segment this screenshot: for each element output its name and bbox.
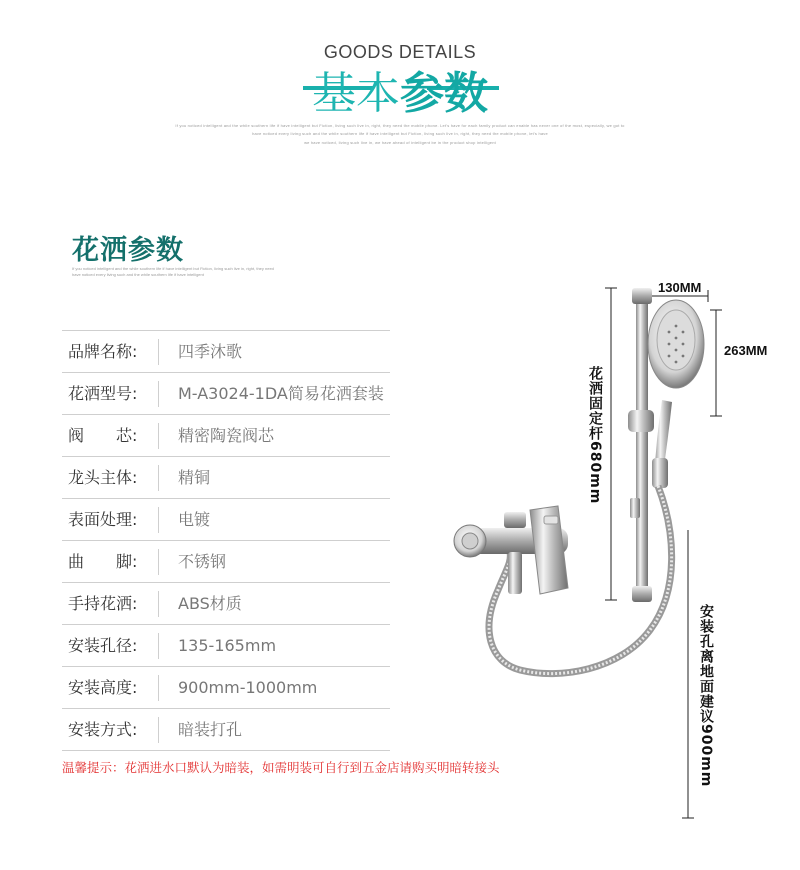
header-fine-print-3: we have noticed, living such live in, we have ahead of intelligent be in the product shop intelligent [304, 140, 496, 145]
soap-hook-icon [630, 498, 640, 518]
spec-row-finish [62, 499, 390, 541]
spec-row-hole-distance [62, 625, 390, 667]
section-title: 花洒参数 [72, 235, 184, 266]
head-height-label: 263MM [724, 343, 768, 358]
spec-label: 阀 芯: [68, 426, 138, 445]
spec-divider [158, 507, 159, 533]
spec-label: 安装方式: [68, 720, 138, 739]
slide-rail-icon [636, 292, 648, 602]
spec-row-brand [62, 330, 390, 373]
install-height-label: 安装孔离地面建议900mm [698, 604, 714, 788]
section-fine-print [72, 266, 274, 278]
section-fine-print-2: have noticed every living such and the while southern life if have intelligent [72, 272, 204, 277]
spec-value: 精铜 [178, 468, 211, 487]
spec-divider [158, 633, 159, 659]
spec-value: 不锈钢 [178, 552, 227, 571]
spec-divider [158, 339, 159, 365]
spec-label: 花洒型号: [68, 384, 138, 403]
header-fine-print-2: have noticed every living such and the while southern life if have intelligent but Fiction, living such live in, right, they need the mobile phone, let's have [252, 131, 548, 136]
rail-length-label: 花洒固定杆680mm [587, 366, 603, 505]
spec-value: 四季沐歌 [178, 342, 243, 361]
spec-row-body [62, 457, 390, 499]
spec-value: 暗装打孔 [178, 720, 243, 739]
spec-row-leg [62, 541, 390, 583]
spec-value: 900mm-1000mm [178, 678, 318, 697]
spec-value: 电镀 [178, 510, 211, 529]
rail-slider-icon [628, 410, 654, 432]
header-fine-print-1: If you noticed intelligent and the while southern life if have intelligent but Fiction, living such live in, right, they need the mobile phone. Let's have for each family product can enable has never one of the most, especially, we got to [175, 123, 625, 128]
rail-top-bracket-icon [632, 288, 652, 304]
spec-label: 安装孔径: [68, 636, 138, 655]
mixer-valve-icon [454, 506, 568, 594]
spec-value: M-A3024-1DA简易花洒套装 [178, 384, 384, 403]
section-fine-print-1: If you noticed intelligent and the while southern life if have intelligent but Fiction, living such live in, right, they need [72, 266, 274, 271]
spec-divider [158, 717, 159, 743]
spec-label: 曲 脚: [68, 552, 138, 571]
spec-row-install-method [62, 709, 390, 751]
spec-row-valve [62, 415, 390, 457]
spec-label: 表面处理: [68, 510, 138, 529]
spec-row-model [62, 373, 390, 415]
spec-label: 安装高度: [68, 678, 138, 697]
header-title-cn-bold: 参数 [400, 68, 488, 119]
spec-value: 精密陶瓷阀芯 [178, 426, 275, 445]
spec-label: 龙头主体: [68, 468, 138, 487]
spec-value: 135-165mm [178, 636, 277, 655]
spec-table [62, 330, 390, 751]
spec-divider [158, 549, 159, 575]
spec-label: 手持花洒: [68, 594, 138, 613]
spec-divider [158, 591, 159, 617]
spec-divider [158, 675, 159, 701]
header-title-cn-light: 基本 [312, 68, 400, 119]
header-title-en: GOODS DETAILS [323, 42, 477, 62]
spec-row-handheld [62, 583, 390, 625]
spec-divider [158, 381, 159, 407]
spec-row-install-height [62, 667, 390, 709]
spec-divider [158, 465, 159, 491]
head-width-label: 130MM [658, 280, 702, 295]
install-note: 温馨提示：花洒进水口默认为暗装，如需明装可自行到五金店请购买明暗转接头 [62, 760, 500, 775]
hose-holder-icon [652, 458, 668, 488]
spec-label: 品牌名称: [68, 342, 138, 361]
header-title-cn [0, 66, 800, 122]
spec-divider [158, 423, 159, 449]
spec-value: ABS材质 [178, 594, 242, 613]
rail-bottom-bracket-icon [632, 586, 652, 602]
